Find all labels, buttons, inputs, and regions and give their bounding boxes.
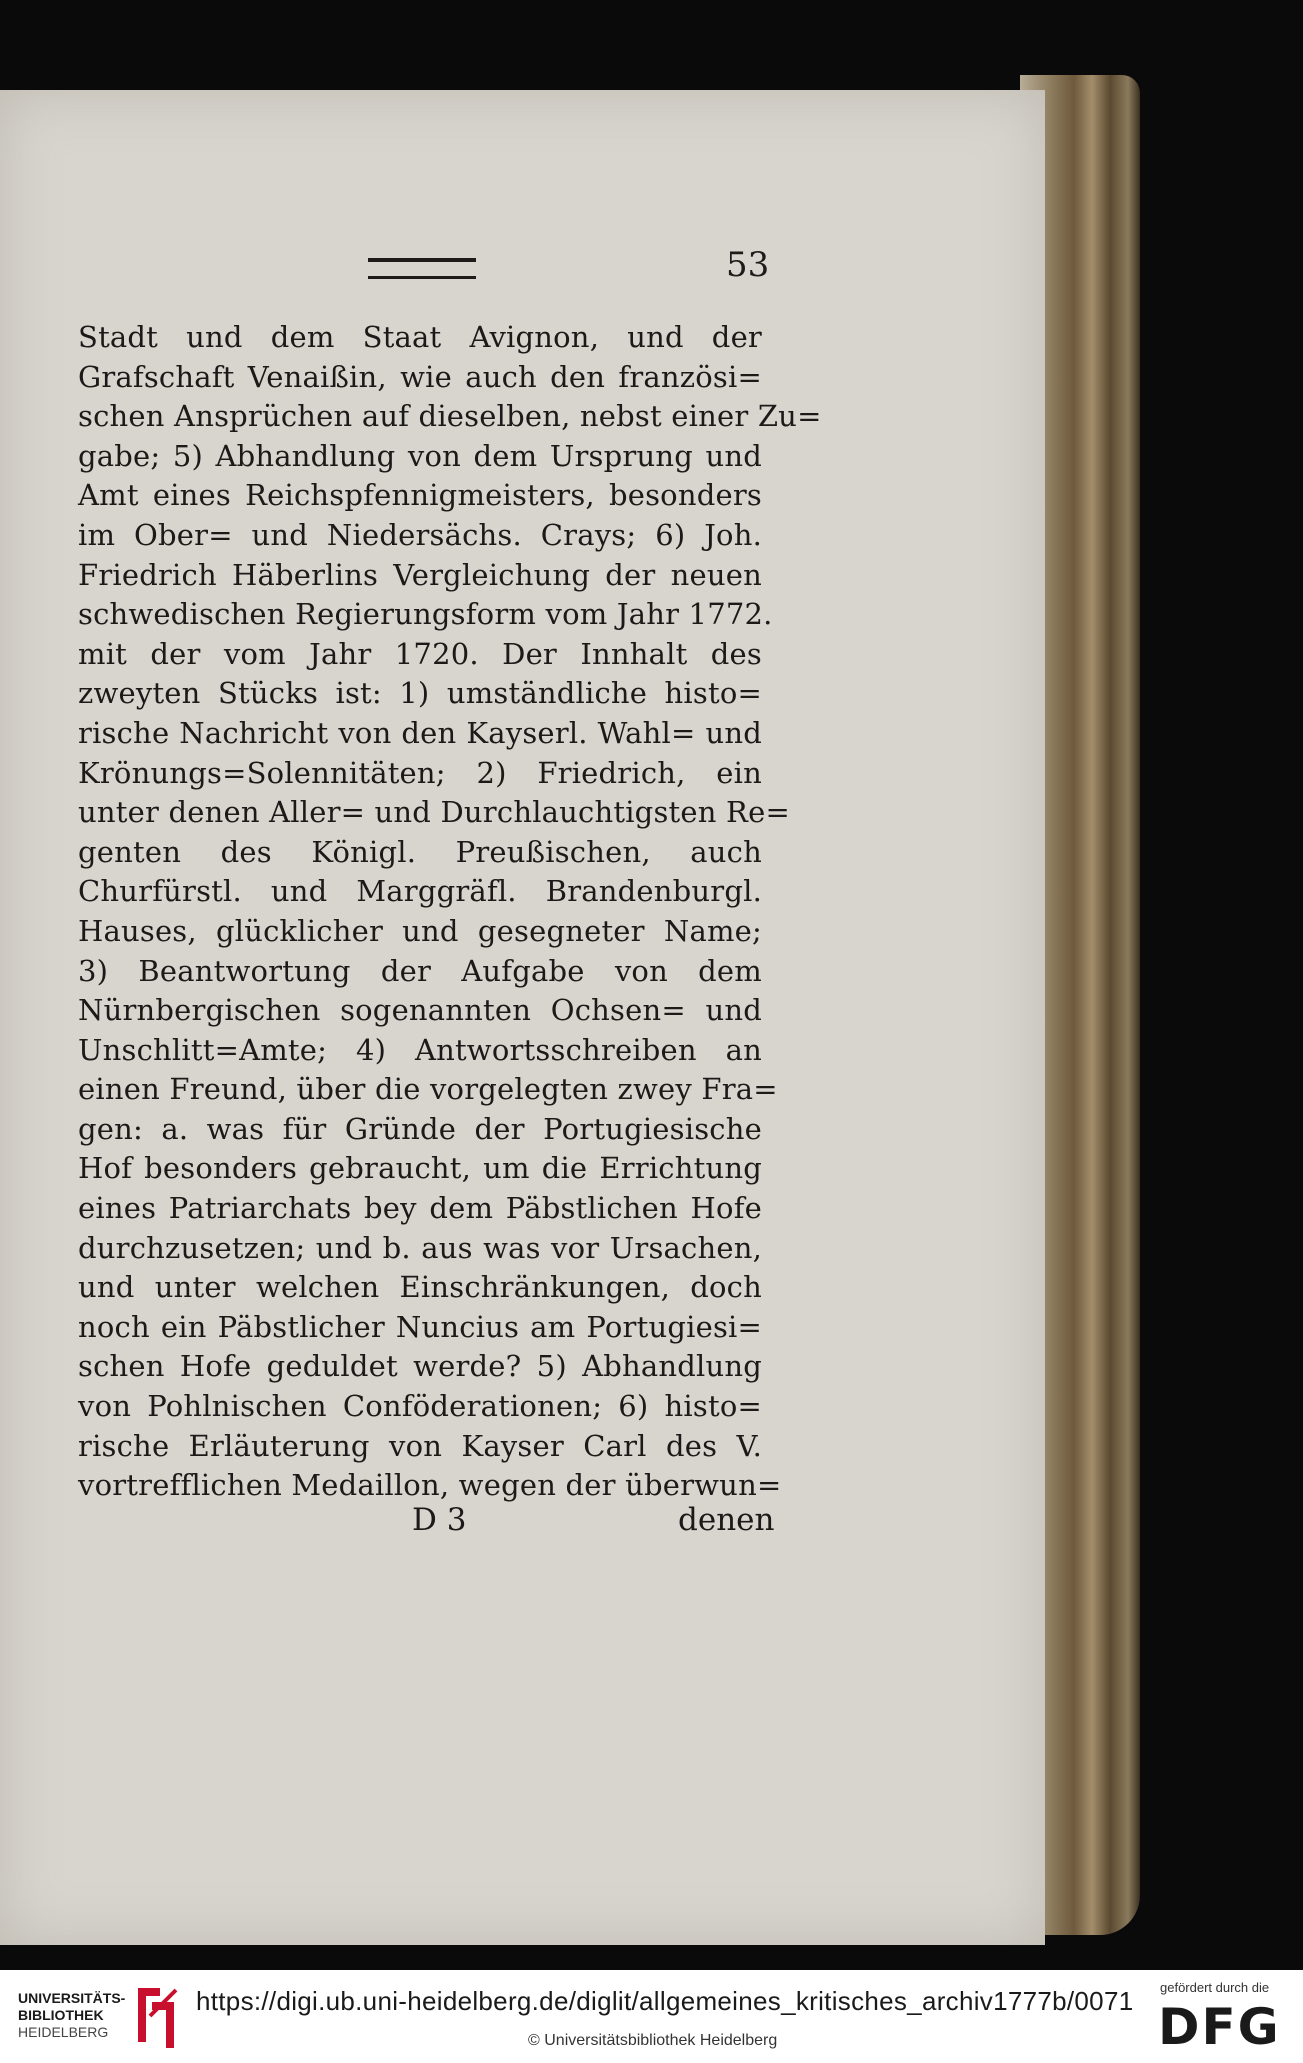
permalink-url[interactable]: https://digi.ub.uni-heidelberg.de/diglit/allgemeines_kritisches_archiv1777b/0071 [196,1986,1134,2016]
text-line: schen Hofe geduldet werde? 5) Abhandlung [78,1349,762,1384]
text-line: Hof besonders gebraucht, um die Errichtung [78,1151,762,1186]
text-line: genten des Königl. Preußischen, auch [78,834,762,869]
page-number: 53 [726,245,770,285]
dfg-logo: DFG [1158,1998,1281,2056]
text-line: durchzusetzen; und b. aus was vor Ursachen, [78,1230,762,1265]
copyright-text: © Universitätsbibliothek Heidelberg [528,2032,778,2049]
library-emblem-icon [130,1982,182,2054]
text-line: Nürnbergischen sogenannten Ochsen= und [78,993,762,1028]
text-line: zweyten Stücks ist: 1) umständliche histo= [78,676,762,711]
text-line: Hauses, glücklicher und gesegneter Name; [78,913,762,948]
text-line: von Pohlnischen Conföderationen; 6) histo= [78,1389,762,1424]
text-line: Amt eines Reichspfennigmeisters, besonders [78,478,762,513]
text-line: rische Nachricht von den Kayserl. Wahl= und [78,715,762,750]
text-line: 3) Beantwortung der Aufgabe von dem [78,953,762,988]
text-line: rische Erläuterung von Kayser Carl des V. [78,1428,762,1463]
body-text [78,318,822,1506]
library-name-line: UNIVERSITÄTS- [18,1990,126,2006]
library-name-line: HEIDELBERG [18,2024,109,2040]
text-line: vortrefflichen Medaillon, wegen der überwun= [78,1468,782,1503]
library-name-line: BIBLIOTHEK [18,2007,104,2023]
text-line: Grafschaft Venaißin, wie auch den französi= [78,359,762,394]
text-line: schen Ansprüchen auf dieselben, nebst einer Zu= [78,399,822,434]
text-line: Friedrich Häberlins Vergleichung der neuen [78,557,762,592]
text-line: Krönungs=Solennitäten; 2) Friedrich, ein [78,755,762,790]
signature-mark: D 3 [412,1502,467,1538]
text-line: im Ober= und Niedersächs. Crays; 6) Joh. [78,517,762,552]
text-line: noch ein Päbstlicher Nuncius am Portugiesi= [78,1309,762,1344]
text-line: schwedischen Regierungsform vom Jahr 1772. [78,597,773,632]
text-line: Unschlitt=Amte; 4) Antwortsschreiben an [78,1032,762,1067]
text-line: mit der vom Jahr 1720. Der Innhalt des [78,636,762,671]
header-rule [368,258,476,279]
text-line: gabe; 5) Abhandlung von dem Ursprung und [78,438,762,473]
text-line: Stadt und dem Staat Avignon, und der [78,320,762,354]
text-line: Churfürstl. und Marggräfl. Brandenburgl. [78,874,762,909]
text-line: eines Patriarchats bey dem Päbstlichen Hofe [78,1191,762,1226]
text-line: unter denen Aller= und Durchlauchtigsten Re= [78,795,790,830]
text-line: einen Freund, über die vorgelegten zwey Fra= [78,1072,778,1107]
dfg-caption: gefördert durch die [1160,1980,1270,1995]
footer-bar [0,1970,1303,2063]
text-line: und unter welchen Einschränkungen, doch [78,1270,762,1305]
text-line: gen: a. was für Gründe der Portugiesische [78,1111,762,1146]
catchword: denen [678,1502,775,1538]
library-logo [18,1990,136,2050]
